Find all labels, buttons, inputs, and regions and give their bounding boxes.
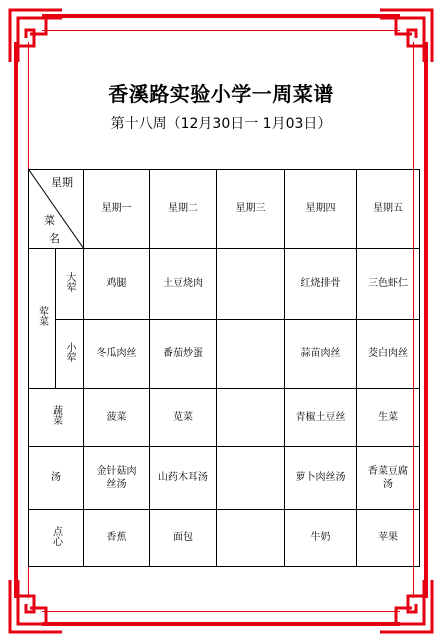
table-row-soup	[29, 447, 420, 510]
corner-label-dish-line1: 菜	[44, 214, 55, 227]
row-label-soup: 汤	[29, 447, 84, 510]
menu-cell-vegetable-thu: 青椒土豆丝	[285, 389, 357, 447]
menu-cell-vegetable-tue: 苋菜	[150, 389, 217, 447]
day-header-mon: 星期一	[84, 170, 150, 249]
menu-cell-soup-mon	[84, 447, 150, 510]
menu-cell-small-meat-wed	[217, 320, 285, 389]
day-header-thu: 星期四	[285, 170, 357, 249]
frame-bottom-bar	[42, 622, 400, 626]
frame-inner-top	[42, 30, 400, 31]
corner-ornament-bottom-left	[6, 576, 66, 636]
table-row-snack	[29, 510, 420, 567]
header-corner-cell	[29, 170, 84, 249]
menu-cell-big-meat-tue: 土豆烧肉	[150, 249, 217, 320]
corner-label-dish-line2: 名	[49, 231, 60, 245]
menu-cell-small-meat-thu: 蒜苗肉丝	[285, 320, 357, 389]
menu-cell-vegetable-wed	[217, 389, 285, 447]
menu-cell-snack-tue: 面包	[150, 510, 217, 567]
corner-ornament-top-left	[6, 6, 66, 66]
table-row-small-meat	[29, 320, 420, 389]
menu-cell-small-meat-tue: 番茄炒蛋	[150, 320, 217, 389]
row-label-vegetable	[29, 389, 84, 447]
corner-ornament-top-right	[376, 6, 436, 66]
row-label-small-meat	[56, 320, 84, 389]
corner-label-weekday: 星期	[51, 176, 73, 189]
row-label-vegetable-text: 蔬菜	[50, 405, 62, 426]
table-row-big-meat	[29, 249, 420, 320]
row-label-small-meat-text: 小荤	[64, 341, 75, 362]
menu-cell-small-meat-mon: 冬瓜肉丝	[84, 320, 150, 389]
table-header-row	[29, 170, 420, 249]
corner-ornament-bottom-right	[376, 576, 436, 636]
day-header-tue: 星期二	[150, 170, 217, 249]
menu-cell-big-meat-fri: 三色虾仁	[357, 249, 420, 320]
corner-label-dish	[39, 212, 60, 247]
table-row-vegetable	[29, 389, 420, 447]
menu-cell-snack-fri: 苹果	[357, 510, 420, 567]
row-label-snack-text: 点心	[50, 525, 62, 546]
menu-cell-big-meat-thu: 红烧排骨	[285, 249, 357, 320]
menu-cell-vegetable-fri: 生菜	[357, 389, 420, 447]
row-label-big-meat	[56, 249, 84, 320]
menu-cell-vegetable-mon: 菠菜	[84, 389, 150, 447]
row-label-snack	[29, 510, 84, 567]
menu-cell-snack-wed	[217, 510, 285, 567]
frame-inner-bottom	[42, 611, 400, 612]
row-label-big-meat-text: 大荤	[64, 271, 75, 292]
menu-cell-big-meat-wed	[217, 249, 285, 320]
frame-top-bar	[42, 14, 400, 18]
menu-cell-soup-thu: 萝卜肉丝汤	[285, 447, 357, 510]
menu-cell-soup-fri-text: 香菜豆腐汤	[368, 465, 408, 490]
menu-cell-big-meat-mon: 鸡腿	[84, 249, 150, 320]
menu-cell-snack-thu: 牛奶	[285, 510, 357, 567]
day-header-fri: 星期五	[357, 170, 420, 249]
row-label-meat-group-text: 荤菜	[36, 306, 48, 327]
weekly-menu-table	[28, 169, 420, 567]
week-subtitle: 第十八周（12月30日一 1月03日）	[110, 116, 332, 132]
menu-cell-soup-fri	[357, 447, 420, 510]
menu-cell-small-meat-fri: 茭白肉丝	[357, 320, 420, 389]
menu-cell-soup-tue: 山药木耳汤	[150, 447, 217, 510]
day-header-wed: 星期三	[217, 170, 285, 249]
row-label-meat-group	[29, 249, 56, 389]
menu-title: 香溪路实验小学一周菜谱	[108, 82, 334, 106]
menu-cell-soup-mon-text: 金针菇肉丝汤	[96, 465, 137, 490]
menu-cell-soup-wed	[217, 447, 285, 510]
menu-cell-snack-mon: 香蕉	[84, 510, 150, 567]
